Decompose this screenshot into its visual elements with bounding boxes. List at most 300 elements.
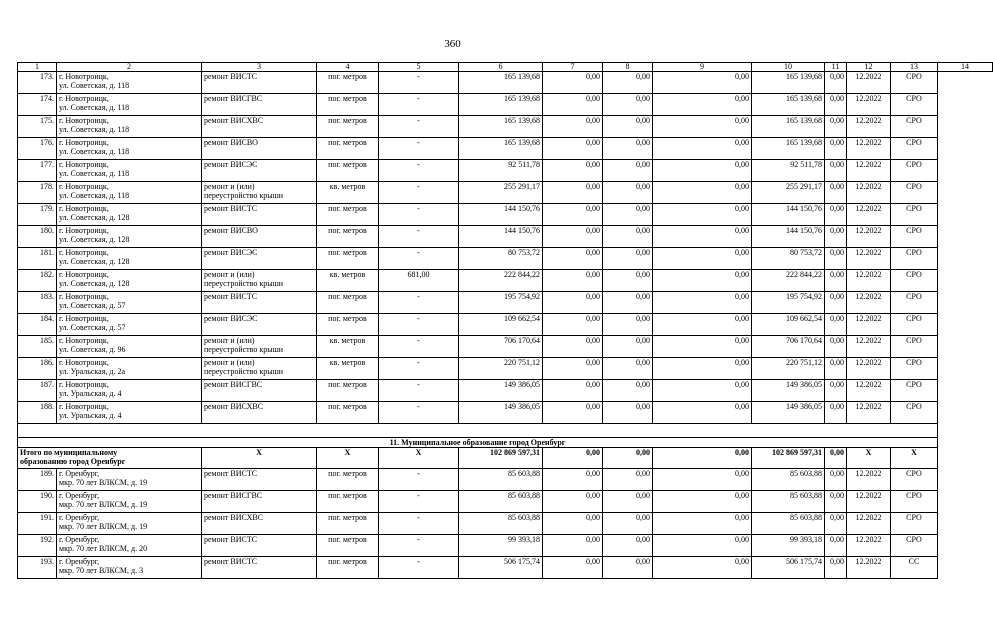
fund-cell-9: 0,00	[603, 535, 653, 557]
fund-cell-9: 0,00	[603, 204, 653, 226]
work-type-cell	[202, 557, 317, 579]
address-street: мкр. 70 лет ВЛКСМ, д. 3	[59, 566, 144, 575]
work-type-cell	[202, 138, 317, 160]
volume-cell: -	[379, 402, 459, 424]
fund-cell-11: 85 603,88	[752, 491, 825, 513]
fund-cell-10: 0,00	[653, 380, 752, 402]
work-type-cell	[202, 491, 317, 513]
volume-cell: -	[379, 160, 459, 182]
address-cell	[57, 292, 202, 314]
address-cell	[57, 535, 202, 557]
fund-cell-11: 144 150,76	[752, 204, 825, 226]
cost-total-cell: 165 139,68	[459, 94, 543, 116]
fund-cell-12: 0,00	[825, 116, 847, 138]
cost-total-cell: 85 603,88	[459, 491, 543, 513]
fund-cell-11: 99 393,18	[752, 535, 825, 557]
address-cell	[57, 557, 202, 579]
unit-cell: пог. метров	[317, 248, 379, 270]
table-row	[18, 557, 993, 579]
fund-cell-8: 0,00	[543, 513, 603, 535]
row-number: 182.	[18, 270, 57, 292]
table-row	[18, 270, 993, 292]
unit-cell: пог. метров	[317, 380, 379, 402]
table-body	[18, 63, 993, 579]
fund-method-cell: СРО	[891, 336, 938, 358]
work-type: ремонт ВИСЭС	[204, 248, 258, 257]
work-type-cell	[202, 94, 317, 116]
unit-cell: пог. метров	[317, 292, 379, 314]
fund-cell-11: 80 753,72	[752, 248, 825, 270]
unit-cell: пог. метров	[317, 116, 379, 138]
address-cell	[57, 226, 202, 248]
total-col-4: Х	[317, 448, 379, 469]
fund-cell-10: 0,00	[653, 491, 752, 513]
address-cell	[57, 204, 202, 226]
fund-method-cell: СРО	[891, 204, 938, 226]
table-row	[18, 402, 993, 424]
row-number: 191.	[18, 513, 57, 535]
volume-cell: 681,00	[379, 270, 459, 292]
work-type-cell	[202, 314, 317, 336]
work-type: ремонт ВИСЭС	[204, 160, 258, 169]
address-cell	[57, 248, 202, 270]
fund-method-cell: СРО	[891, 72, 938, 94]
fund-cell-10: 0,00	[653, 204, 752, 226]
row-number: 174.	[18, 94, 57, 116]
deadline-cell: 12.2022	[847, 513, 891, 535]
column-number: 2	[57, 63, 202, 72]
address-street: ул. Советская, д. 128	[59, 257, 130, 266]
work-type-cell	[202, 160, 317, 182]
fund-cell-10: 0,00	[653, 535, 752, 557]
fund-cell-12: 0,00	[825, 469, 847, 491]
fund-method-cell: СРО	[891, 138, 938, 160]
column-number-header-row	[18, 63, 993, 72]
table-row	[18, 380, 993, 402]
address-street: ул. Советская, д. 57	[59, 323, 126, 332]
fund-cell-12: 0,00	[825, 94, 847, 116]
column-number: 13	[891, 63, 938, 72]
fund-cell-9: 0,00	[603, 248, 653, 270]
fund-cell-10: 0,00	[653, 292, 752, 314]
table-row	[18, 336, 993, 358]
total-label-line-2: образованию город Оренбург	[20, 457, 126, 466]
fund-cell-9: 0,00	[603, 469, 653, 491]
table-row	[18, 116, 993, 138]
deadline-cell: 12.2022	[847, 160, 891, 182]
deadline-cell: 12.2022	[847, 336, 891, 358]
total-col-10: 0,00	[653, 448, 752, 469]
fund-cell-8: 0,00	[543, 314, 603, 336]
fund-cell-9: 0,00	[603, 226, 653, 248]
total-col-12: 0,00	[825, 448, 847, 469]
work-type: ремонт ВИСГВС	[204, 380, 263, 389]
fund-cell-9: 0,00	[603, 116, 653, 138]
fund-cell-10: 0,00	[653, 336, 752, 358]
address-city: г. Новотроицк,	[59, 204, 109, 213]
row-number: 183.	[18, 292, 57, 314]
fund-cell-11: 92 511,78	[752, 160, 825, 182]
volume-cell: -	[379, 292, 459, 314]
address-city: г. Новотроицк,	[59, 336, 109, 345]
fund-cell-9: 0,00	[603, 336, 653, 358]
address-street: ул. Советская, д. 118	[59, 125, 130, 134]
fund-method-cell: СРО	[891, 535, 938, 557]
cost-total-cell: 706 170,64	[459, 336, 543, 358]
work-type-cell	[202, 270, 317, 292]
work-type: ремонт и (или)	[204, 358, 255, 367]
work-type: ремонт ВИСТС	[204, 557, 258, 566]
fund-method-cell: СРО	[891, 248, 938, 270]
fund-cell-11: 222 844,22	[752, 270, 825, 292]
work-type: ремонт и (или)	[204, 182, 255, 191]
volume-cell: -	[379, 358, 459, 380]
volume-cell: -	[379, 469, 459, 491]
fund-method-cell: СРО	[891, 292, 938, 314]
fund-method-cell: СС	[891, 557, 938, 579]
row-number: 192.	[18, 535, 57, 557]
row-number: 180.	[18, 226, 57, 248]
fund-cell-12: 0,00	[825, 182, 847, 204]
cost-total-cell: 165 139,68	[459, 72, 543, 94]
cost-total-cell: 222 844,22	[459, 270, 543, 292]
fund-method-cell: СРО	[891, 402, 938, 424]
fund-cell-9: 0,00	[603, 292, 653, 314]
fund-method-cell: СРО	[891, 513, 938, 535]
address-cell	[57, 358, 202, 380]
deadline-cell: 12.2022	[847, 270, 891, 292]
fund-cell-12: 0,00	[825, 402, 847, 424]
fund-cell-11: 149 386,05	[752, 380, 825, 402]
section-heading-row	[18, 438, 993, 448]
work-type-continued: переустройство крыши	[204, 345, 284, 354]
fund-cell-11: 165 139,68	[752, 116, 825, 138]
fund-cell-9: 0,00	[603, 358, 653, 380]
row-number: 184.	[18, 314, 57, 336]
total-label-line-1: Итого по муниципальному	[20, 448, 118, 457]
unit-cell: пог. метров	[317, 402, 379, 424]
address-street: ул. Советская, д. 118	[59, 169, 130, 178]
address-city: г. Оренбург,	[59, 469, 100, 478]
unit-cell: кв. метров	[317, 336, 379, 358]
fund-cell-8: 0,00	[543, 535, 603, 557]
cost-total-cell: 144 150,76	[459, 226, 543, 248]
fund-cell-8: 0,00	[543, 270, 603, 292]
fund-cell-12: 0,00	[825, 535, 847, 557]
total-col-14: Х	[891, 448, 938, 469]
fund-cell-12: 0,00	[825, 160, 847, 182]
address-cell	[57, 402, 202, 424]
address-street: мкр. 70 лет ВЛКСМ, д. 19	[59, 500, 148, 509]
fund-cell-11: 506 175,74	[752, 557, 825, 579]
fund-cell-12: 0,00	[825, 380, 847, 402]
work-type: ремонт и (или)	[204, 336, 255, 345]
fund-cell-11: 85 603,88	[752, 513, 825, 535]
work-type: ремонт ВИСХВС	[204, 513, 264, 522]
address-cell	[57, 160, 202, 182]
address-city: г. Новотроицк,	[59, 248, 109, 257]
unit-cell: пог. метров	[317, 94, 379, 116]
deadline-cell: 12.2022	[847, 358, 891, 380]
address-city: г. Новотроицк,	[59, 182, 109, 191]
fund-cell-8: 0,00	[543, 292, 603, 314]
fund-cell-11: 255 291,17	[752, 182, 825, 204]
volume-cell: -	[379, 248, 459, 270]
row-number: 178.	[18, 182, 57, 204]
fund-cell-10: 0,00	[653, 138, 752, 160]
row-number: 179.	[18, 204, 57, 226]
row-number: 189.	[18, 469, 57, 491]
address-cell	[57, 314, 202, 336]
address-city: г. Новотроицк,	[59, 292, 109, 301]
total-label	[18, 448, 202, 469]
unit-cell: пог. метров	[317, 535, 379, 557]
cost-total-cell: 99 393,18	[459, 535, 543, 557]
fund-method-cell: СРО	[891, 469, 938, 491]
cost-total-cell: 220 751,12	[459, 358, 543, 380]
fund-cell-8: 0,00	[543, 557, 603, 579]
deadline-cell: 12.2022	[847, 94, 891, 116]
volume-cell: -	[379, 380, 459, 402]
fund-cell-8: 0,00	[543, 336, 603, 358]
deadline-cell: 12.2022	[847, 491, 891, 513]
work-type-cell	[202, 226, 317, 248]
fund-method-cell: СРО	[891, 160, 938, 182]
work-type: ремонт ВИСГВС	[204, 491, 263, 500]
work-type-cell	[202, 358, 317, 380]
table-row	[18, 469, 993, 491]
deadline-cell: 12.2022	[847, 402, 891, 424]
column-number: 1	[18, 63, 57, 72]
address-street: ул. Уральская, д. 2а	[59, 367, 126, 376]
volume-cell: -	[379, 336, 459, 358]
row-number: 173.	[18, 72, 57, 94]
address-cell	[57, 513, 202, 535]
deadline-cell: 12.2022	[847, 314, 891, 336]
work-type: ремонт ВИСХВС	[204, 116, 264, 125]
fund-cell-10: 0,00	[653, 270, 752, 292]
unit-cell: пог. метров	[317, 314, 379, 336]
work-type: ремонт ВИСХВС	[204, 402, 264, 411]
deadline-cell: 12.2022	[847, 380, 891, 402]
address-cell	[57, 491, 202, 513]
fund-cell-11: 165 139,68	[752, 72, 825, 94]
fund-cell-10: 0,00	[653, 469, 752, 491]
deadline-cell: 12.2022	[847, 469, 891, 491]
row-number: 181.	[18, 248, 57, 270]
address-street: ул. Советская, д. 128	[59, 279, 130, 288]
fund-cell-12: 0,00	[825, 138, 847, 160]
volume-cell: -	[379, 513, 459, 535]
fund-cell-8: 0,00	[543, 358, 603, 380]
work-type-continued: переустройство крыши	[204, 191, 284, 200]
fund-cell-12: 0,00	[825, 270, 847, 292]
cost-total-cell: 85 603,88	[459, 513, 543, 535]
column-number: 14	[938, 63, 993, 72]
fund-cell-12: 0,00	[825, 226, 847, 248]
fund-cell-12: 0,00	[825, 336, 847, 358]
table-row	[18, 358, 993, 380]
fund-method-cell: СРО	[891, 94, 938, 116]
unit-cell: кв. метров	[317, 270, 379, 292]
fund-method-cell: СРО	[891, 270, 938, 292]
table-row	[18, 491, 993, 513]
volume-cell: -	[379, 116, 459, 138]
fund-method-cell: СРО	[891, 380, 938, 402]
column-number: 9	[653, 63, 752, 72]
section-title: 11. Муниципальное образование город Оренбург	[18, 438, 938, 448]
work-type-cell	[202, 292, 317, 314]
cost-total-cell: 255 291,17	[459, 182, 543, 204]
total-col-9: 0,00	[603, 448, 653, 469]
fund-cell-9: 0,00	[603, 380, 653, 402]
address-city: г. Новотроицк,	[59, 270, 109, 279]
row-number: 187.	[18, 380, 57, 402]
work-type-cell	[202, 182, 317, 204]
total-col-3: Х	[202, 448, 317, 469]
table-row	[18, 314, 993, 336]
fund-cell-9: 0,00	[603, 314, 653, 336]
address-city: г. Новотроицк,	[59, 116, 109, 125]
fund-method-cell: СРО	[891, 314, 938, 336]
municipality-total-row	[18, 448, 993, 469]
row-number: 186.	[18, 358, 57, 380]
work-type-continued: переустройство крыши	[204, 279, 284, 288]
fund-cell-9: 0,00	[603, 491, 653, 513]
address-city: г. Новотроицк,	[59, 380, 109, 389]
fund-cell-8: 0,00	[543, 182, 603, 204]
fund-cell-10: 0,00	[653, 513, 752, 535]
deadline-cell: 12.2022	[847, 182, 891, 204]
blank-row	[18, 424, 993, 438]
work-type-cell	[202, 116, 317, 138]
fund-cell-9: 0,00	[603, 402, 653, 424]
work-type-cell	[202, 402, 317, 424]
fund-cell-9: 0,00	[603, 138, 653, 160]
table-row	[18, 204, 993, 226]
row-number: 188.	[18, 402, 57, 424]
address-city: г. Новотроицк,	[59, 138, 109, 147]
row-number: 193.	[18, 557, 57, 579]
volume-cell: -	[379, 204, 459, 226]
work-type: ремонт ВИСВО	[204, 226, 258, 235]
address-street: мкр. 70 лет ВЛКСМ, д. 19	[59, 478, 148, 487]
address-street: ул. Советская, д. 128	[59, 235, 130, 244]
address-street: ул. Советская, д. 96	[59, 345, 126, 354]
work-type-continued: переустройство крыши	[204, 367, 284, 376]
total-col-11: 102 869 597,31	[752, 448, 825, 469]
address-street: ул. Советская, д. 118	[59, 103, 130, 112]
work-type: ремонт ВИСТС	[204, 204, 258, 213]
unit-cell: кв. метров	[317, 182, 379, 204]
unit-cell: пог. метров	[317, 491, 379, 513]
table-row	[18, 182, 993, 204]
fund-cell-10: 0,00	[653, 72, 752, 94]
cost-total-cell: 80 753,72	[459, 248, 543, 270]
table-row	[18, 292, 993, 314]
volume-cell: -	[379, 535, 459, 557]
row-number: 185.	[18, 336, 57, 358]
fund-method-cell: СРО	[891, 226, 938, 248]
fund-cell-8: 0,00	[543, 469, 603, 491]
fund-cell-10: 0,00	[653, 557, 752, 579]
deadline-cell: 12.2022	[847, 248, 891, 270]
fund-cell-10: 0,00	[653, 160, 752, 182]
fund-cell-11: 165 139,68	[752, 138, 825, 160]
fund-cell-8: 0,00	[543, 94, 603, 116]
address-street: ул. Советская, д. 118	[59, 81, 130, 90]
work-type: ремонт ВИСВО	[204, 138, 258, 147]
fund-cell-12: 0,00	[825, 292, 847, 314]
fund-cell-10: 0,00	[653, 248, 752, 270]
unit-cell: кв. метров	[317, 358, 379, 380]
deadline-cell: 12.2022	[847, 138, 891, 160]
address-street: ул. Советская, д. 128	[59, 213, 130, 222]
unit-cell: пог. метров	[317, 513, 379, 535]
fund-cell-10: 0,00	[653, 402, 752, 424]
fund-cell-8: 0,00	[543, 402, 603, 424]
unit-cell: пог. метров	[317, 557, 379, 579]
cost-total-cell: 85 603,88	[459, 469, 543, 491]
address-city: г. Новотроицк,	[59, 160, 109, 169]
address-city: г. Оренбург,	[59, 491, 100, 500]
fund-cell-11: 109 662,54	[752, 314, 825, 336]
cost-total-cell: 165 139,68	[459, 116, 543, 138]
deadline-cell: 12.2022	[847, 535, 891, 557]
fund-method-cell: СРО	[891, 182, 938, 204]
table-row	[18, 248, 993, 270]
fund-cell-11: 195 754,92	[752, 292, 825, 314]
volume-cell: -	[379, 314, 459, 336]
cost-total-cell: 165 139,68	[459, 138, 543, 160]
address-cell	[57, 380, 202, 402]
address-cell	[57, 94, 202, 116]
fund-cell-9: 0,00	[603, 270, 653, 292]
work-type: ремонт ВИСГВС	[204, 94, 263, 103]
address-city: г. Оренбург,	[59, 535, 100, 544]
unit-cell: пог. метров	[317, 160, 379, 182]
work-type-cell	[202, 204, 317, 226]
volume-cell: -	[379, 557, 459, 579]
fund-cell-8: 0,00	[543, 160, 603, 182]
volume-cell: -	[379, 182, 459, 204]
fund-cell-11: 85 603,88	[752, 469, 825, 491]
fund-cell-11: 220 751,12	[752, 358, 825, 380]
fund-cell-10: 0,00	[653, 226, 752, 248]
address-city: г. Новотроицк,	[59, 94, 109, 103]
fund-cell-12: 0,00	[825, 72, 847, 94]
fund-cell-9: 0,00	[603, 557, 653, 579]
row-number: 190.	[18, 491, 57, 513]
fund-cell-9: 0,00	[603, 182, 653, 204]
fund-cell-8: 0,00	[543, 204, 603, 226]
cost-total-cell: 506 175,74	[459, 557, 543, 579]
column-number: 11	[825, 63, 847, 72]
fund-cell-8: 0,00	[543, 72, 603, 94]
work-type-cell	[202, 248, 317, 270]
fund-cell-11: 706 170,64	[752, 336, 825, 358]
address-city: г. Новотроицк,	[59, 358, 109, 367]
deadline-cell: 12.2022	[847, 292, 891, 314]
total-col-8: 0,00	[543, 448, 603, 469]
volume-cell: -	[379, 226, 459, 248]
table-row	[18, 138, 993, 160]
cost-total-cell: 195 754,92	[459, 292, 543, 314]
fund-method-cell: СРО	[891, 358, 938, 380]
fund-cell-10: 0,00	[653, 182, 752, 204]
work-type-cell	[202, 380, 317, 402]
fund-cell-12: 0,00	[825, 557, 847, 579]
